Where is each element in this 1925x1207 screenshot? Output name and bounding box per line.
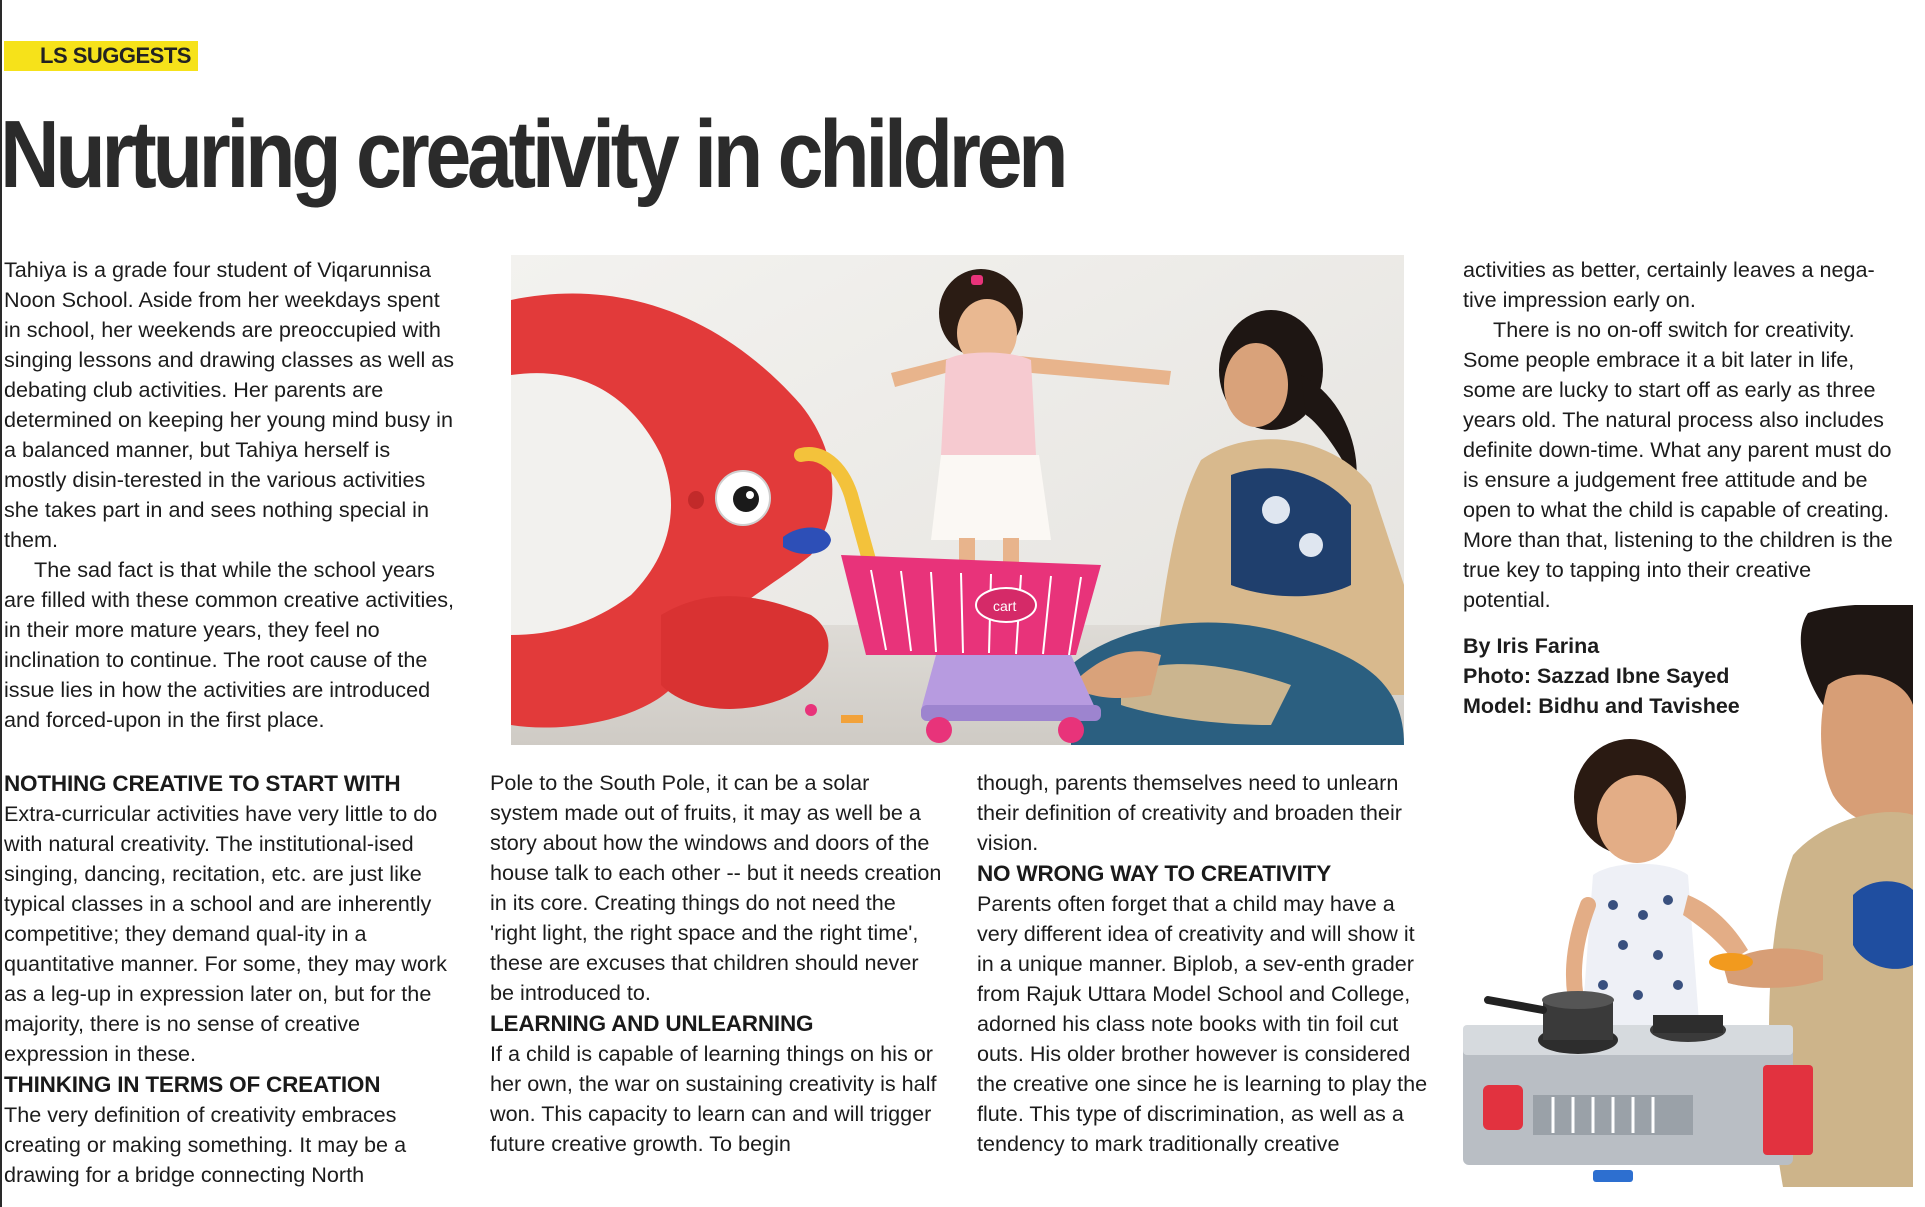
author-credit: By Iris Farina [1463, 634, 1600, 658]
column-2-body [490, 768, 942, 1159]
section-2-body-start: The very definition of creativity embraces creating or making something. It may be a drawing for a bridge connecting North [4, 1102, 407, 1187]
subheading-thinking-creation: THINKING IN TERMS OF CREATION [4, 1072, 381, 1097]
subheading-learning-unlearning: LEARNING AND UNLEARNING [490, 1011, 814, 1036]
column-1-intro [4, 255, 456, 735]
section-4-body-continued: activities as better, certainly leaves a nega-tive impression early on. [1463, 257, 1875, 312]
main-photo [511, 255, 1404, 745]
section-5-body: There is no on-off switch for creativity. Some people embrace it a bit later in life, some are lucky to start off as early as three years old. The natural process also includes definite down-time. What any parent must do is ensure a judgement free attitude and be open to what the child is capable of creating. More than that, listening to the children is the true key to tapping into their creative potential. [1463, 317, 1893, 612]
model-credit: Model: Bidhu and Tavishee [1463, 694, 1740, 718]
article-headline: Nurturing creativity in children [0, 101, 1065, 208]
column-4-body [1463, 255, 1903, 615]
section-1-body: Extra-curricular activities have very little to do with natural creativity. The institutional-ised singing, dancing, recitation, etc. are just like typical classes in a school and are inherently competitive; they demand qual-ity in a quantitative manner. For some, they may work as a leg-up in expression later on, but for the majority, there is no sense of creative expression in these. [4, 801, 447, 1066]
section-2-body-continued: Pole to the South Pole, it can be a solar system made out of fruits, it may as well be a story about how the windows and doors of the house talk to each other -- but it needs creation in its core. Creating things do not need the 'right light, the right space and the right time', these are excuses that children should never be introduced to. [490, 770, 942, 1005]
intro-paragraph-1: Tahiya is a grade four student of Viqarunnisa Noon School. Aside from her weekdays spent in school, her weekends are preoccupied with singing lessons and drawing classes as well as debating club activities. Her parents are determined on keeping her young mind busy in a balanced manner, but Tahiya herself is mostly disin-terested in the various activities she takes part in and sees nothing special in them. [4, 257, 455, 552]
section-kicker: LS SUGGESTS [4, 41, 198, 71]
section-3-body-continued: though, parents themselves need to unlearn their definition of creativity and broaden their vision. [977, 770, 1402, 855]
subheading-no-wrong-way: NO WRONG WAY TO CREATIVITY [977, 861, 1331, 886]
column-1-body [4, 768, 456, 1190]
section-3-body-start: If a child is capable of learning things on his or her own, the war on sustaining creativity is half won. This capacity to learn can and will trigger future creative growth. To begin [490, 1041, 937, 1156]
subheading-nothing-creative: NOTHING CREATIVE TO START WITH [4, 771, 401, 796]
cart-label: cart [993, 598, 1017, 614]
secondary-photo [1463, 605, 1913, 1187]
intro-paragraph-2: The sad fact is that while the school years are filled with these common creative activities, in their more mature years, they feel no inclination to continue. The root cause of the issue lies in how the activities are introduced and forced-upon in the first place. [4, 557, 455, 732]
section-4-body: Parents often forget that a child may have a very different idea of creativity and will show it in a unique manner. Biplob, a sev-enth grader from Rajuk Uttara Model School and College, adorned his class note books with tin foil cut outs. His older brother however is considered the creative one since he is learning to play the flute. This type of discrimination, as well as a tendency to mark traditionally creative [977, 891, 1428, 1156]
column-3-body [977, 768, 1429, 1159]
photo-credit: Photo: Sazzad Ibne Sayed [1463, 664, 1730, 688]
